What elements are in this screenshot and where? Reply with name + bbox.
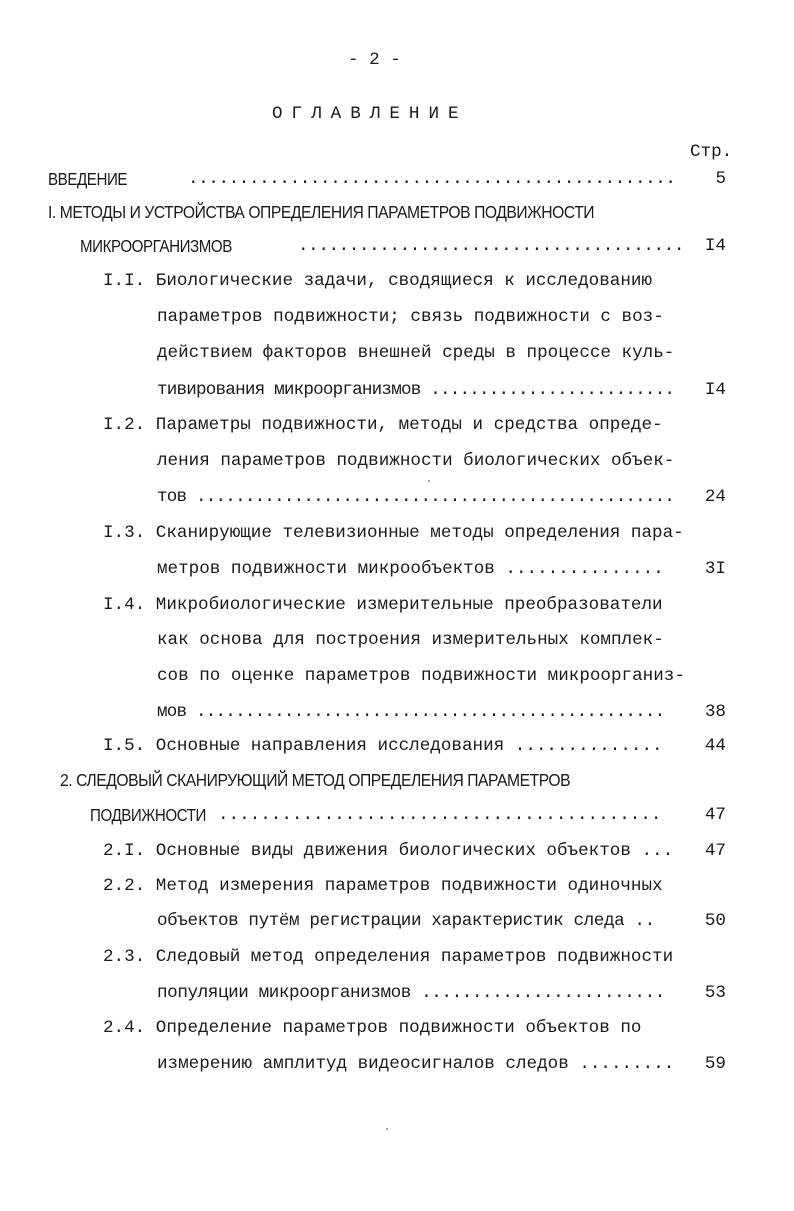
toc-page-number: 24 xyxy=(704,487,726,507)
toc-dot-leader: ...................................... xyxy=(298,236,685,256)
toc-entry-1-1: I.I. Биологические задачи, сводящиеся к исследованию xyxy=(103,271,653,291)
toc-entry-2-4: 2.4. Определение параметров подвижности объектов по xyxy=(103,1018,642,1038)
toc-entry-1-2: I.2. Параметры подвижности, методы и средства опреде- xyxy=(103,415,663,435)
toc-dot-leader: .......................................... xyxy=(218,805,662,825)
toc-entry-1-1-cont: тивирования микроорганизмов ......................... xyxy=(157,380,675,400)
toc-dot-leader: ................................................ xyxy=(188,169,676,189)
scan-speck xyxy=(428,480,430,482)
toc-entry-2-1: 2.I. Основные виды движения биологических объектов ... xyxy=(103,841,674,861)
toc-entry-1-4: I.4. Микробиологические измерительные преобразователи xyxy=(103,595,663,615)
toc-entry-1-4-cont: сов по оценке параметров подвижности микроорганиз- xyxy=(157,666,685,686)
page-title: ОГЛАВЛЕНИЕ xyxy=(272,104,468,124)
toc-entry-1-4-cont: как основа для построения измерительных комплек- xyxy=(157,630,664,650)
toc-entry-chapter-1: I. МЕТОДЫ И УСТРОЙСТВА ОПРЕДЕЛЕНИЯ ПАРАМЕТРОВ ПОДВИЖНОСТИ xyxy=(48,202,595,222)
toc-page-number: 47 xyxy=(704,805,726,825)
toc-page-number: 50 xyxy=(704,911,726,931)
scan-speck xyxy=(386,1128,388,1130)
toc-page-number: I4 xyxy=(704,380,726,400)
toc-entry-1-2-cont: ления параметров подвижности биологических объек- xyxy=(157,451,675,471)
toc-entry-2-2: 2.2. Метод измерения параметров подвижности одиночных xyxy=(103,876,663,896)
toc-page-number: 5 xyxy=(715,169,726,189)
toc-entry-1-3: I.3. Сканирующие телевизионные методы определения пара- xyxy=(103,523,684,543)
toc-page-number: 3I xyxy=(704,559,726,579)
toc-entry-1-4-cont: мов ................................................ xyxy=(157,702,665,722)
toc-entry-1-5: I.5. Основные направления исследования .............. xyxy=(103,736,663,756)
toc-entry-1-3-cont: метров подвижности микрообъектов ............... xyxy=(157,559,664,579)
toc-page-number: 44 xyxy=(704,736,726,756)
toc-page-number: 59 xyxy=(704,1054,726,1074)
toc-entry-2-3: 2.3. Следовый метод определения параметров подвижности xyxy=(103,947,674,967)
toc-entry-1-1-cont: параметров подвижности; связь подвижности с воз- xyxy=(157,307,664,327)
toc-entry-1-2-cont: тов ................................................. xyxy=(157,487,675,507)
toc-entry-introduction: ВВЕДЕНИЕ xyxy=(48,169,128,189)
toc-page-number: 38 xyxy=(704,702,726,722)
toc-entry-2-3-cont: популяции микроорганизмов ........................ xyxy=(157,983,665,1003)
toc-entry-chapter-2: 2. СЛЕДОВЫЙ СКАНИРУЮЩИЙ МЕТОД ОПРЕДЕЛЕНИЯ ПАРАМЕТРОВ xyxy=(60,770,571,790)
toc-page-number: I4 xyxy=(704,236,726,256)
toc-entry-2-4-cont: измерению амплитуд видеосигналов следов ......... xyxy=(157,1054,675,1074)
toc-entry-chapter-1-cont: МИКРООРГАНИЗМОВ xyxy=(80,236,232,256)
toc-page-number: 53 xyxy=(704,983,726,1003)
page-column-header: Стр. xyxy=(690,142,733,162)
page-number: - 2 - xyxy=(348,50,401,70)
toc-page-number: 47 xyxy=(704,841,726,861)
toc-entry-1-1-cont: действием факторов внешней среды в процессе куль- xyxy=(157,343,675,363)
toc-entry-chapter-2-cont: ПОДВИЖНОСТИ xyxy=(90,805,207,825)
toc-entry-2-2-cont: объектов путём регистрации характеристик следа .. xyxy=(157,911,655,931)
